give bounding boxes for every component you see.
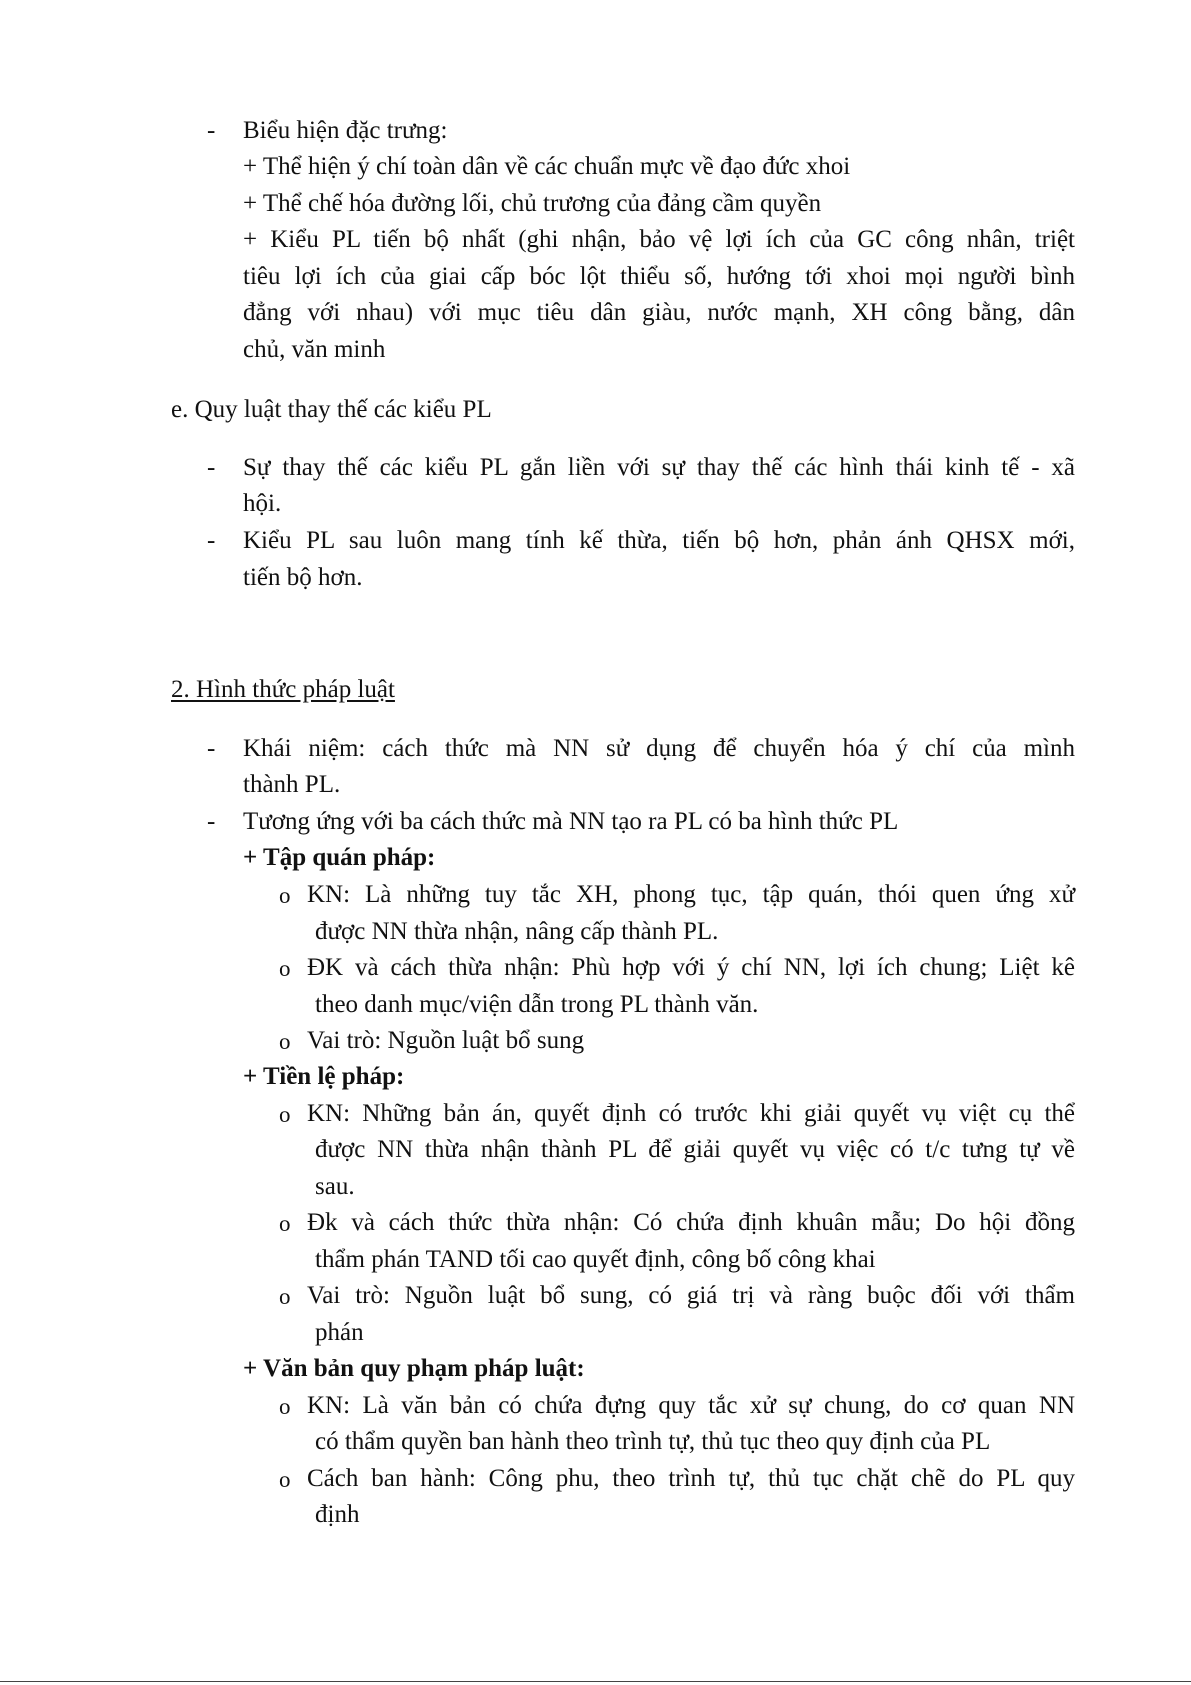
vbqppl-kn-line: có thẩm quyền ban hành theo trình tự, thủ tục theo quy định của PL <box>315 1428 991 1455</box>
section-2-title: 2. Hình thức pháp luật <box>171 676 395 703</box>
feature-item-line: + Kiểu PL tiến bộ nhất (ghi nhận, bảo vệ lợi ích của GC công nhân, triệt <box>243 226 1075 253</box>
tien-le-dk-line: thẩm phán TAND tối cao quyết định, công bố công khai <box>315 1246 876 1273</box>
list-dash: - <box>207 808 216 835</box>
tien-le-kn-line: KN: Những bản án, quyết định có trước khi giải quyết vụ việt cụ thể <box>307 1100 1075 1127</box>
feature-item-line: đẳng với nhau) với mục tiêu dân giàu, nước mạnh, XH công bằng, dân <box>243 299 1075 326</box>
tien-le-vai-tro-line: phán <box>315 1319 364 1346</box>
bullet-icon: o <box>279 1467 291 1492</box>
tap-quan-title: + Tập quán pháp: <box>243 844 436 871</box>
bullet-icon: o <box>279 883 291 908</box>
list-dash: - <box>207 117 216 144</box>
section-e-item-line: Kiểu PL sau luôn mang tính kế thừa, tiến bộ hơn, phản ánh QHSX mới, <box>243 527 1075 554</box>
tien-le-kn-line: sau. <box>315 1173 355 1200</box>
tap-quan-kn-line: được NN thừa nhận, nâng cấp thành PL. <box>315 918 719 945</box>
bullet-icon: o <box>279 1394 291 1419</box>
bullet-icon: o <box>279 1102 291 1127</box>
feature-item-line: chủ, văn minh <box>243 336 386 363</box>
section-e-item-line: Sự thay thế các kiểu PL gắn liền với sự thay thế các hình thái kinh tế - xã <box>243 454 1075 481</box>
concept-line: Khái niệm: cách thức mà NN sử dụng để chuyển hóa ý chí của mình <box>243 735 1075 762</box>
section-e-item-line: hội. <box>243 490 282 517</box>
bullet-icon: o <box>279 956 291 981</box>
vbqppl-cach-line: định <box>315 1501 360 1528</box>
tap-quan-vai-tro: Vai trò: Nguồn luật bổ sung <box>307 1027 585 1054</box>
feature-item: + Thể chế hóa đường lối, chủ trương của đảng cầm quyền <box>243 190 822 217</box>
list-dash: - <box>207 527 216 554</box>
list-dash: - <box>207 454 216 481</box>
page-bottom-rule <box>0 1681 1191 1682</box>
tap-quan-dk-line: theo danh mục/viện dẫn trong PL thành văn. <box>315 991 759 1018</box>
tien-le-vai-tro-line: Vai trò: Nguồn luật bổ sung, có giá trị và ràng buộc đối với thẩm <box>307 1282 1075 1309</box>
concept-line: thành PL. <box>243 771 341 798</box>
section-e-title: e. Quy luật thay thế các kiểu PL <box>171 396 492 423</box>
features-heading: Biểu hiện đặc trưng: <box>243 117 448 144</box>
tap-quan-dk-line: ĐK và cách thừa nhận: Phù hợp với ý chí NN, lợi ích chung; Liệt kê <box>307 954 1075 981</box>
feature-item-line: tiêu lợi ích của giai cấp bóc lột thiểu số, hướng tới xhoi mọi người bình <box>243 263 1075 290</box>
tien-le-dk-line: Đk và cách thức thừa nhận: Có chứa định khuân mẫu; Do hội đồng <box>307 1209 1075 1236</box>
section-e-item-line: tiến bộ hơn. <box>243 564 363 591</box>
vbqppl-cach-line: Cách ban hành: Công phu, theo trình tự, thủ tục chặt chẽ do PL quy <box>307 1465 1075 1492</box>
bullet-icon: o <box>279 1029 291 1054</box>
bullet-icon: o <box>279 1211 291 1236</box>
tap-quan-kn-line: KN: Là những tuy tắc XH, phong tục, tập quán, thói quen ứng xử <box>307 881 1075 908</box>
list-dash: - <box>207 735 216 762</box>
feature-item: + Thể hiện ý chí toàn dân về các chuẩn mực về đạo đức xhoi <box>243 153 851 180</box>
tien-le-kn-line: được NN thừa nhận thành PL để giải quyết vụ việc có t/c tưng tự về <box>315 1136 1075 1163</box>
bullet-icon: o <box>279 1284 291 1309</box>
correspond-line: Tương ứng với ba cách thức mà NN tạo ra PL có ba hình thức PL <box>243 808 899 835</box>
vbqppl-title: + Văn bản quy phạm pháp luật: <box>243 1355 585 1382</box>
vbqppl-kn-line: KN: Là văn bản có chứa đựng quy tắc xử sự chung, do cơ quan NN <box>307 1392 1075 1419</box>
tien-le-title: + Tiền lệ pháp: <box>243 1063 405 1090</box>
